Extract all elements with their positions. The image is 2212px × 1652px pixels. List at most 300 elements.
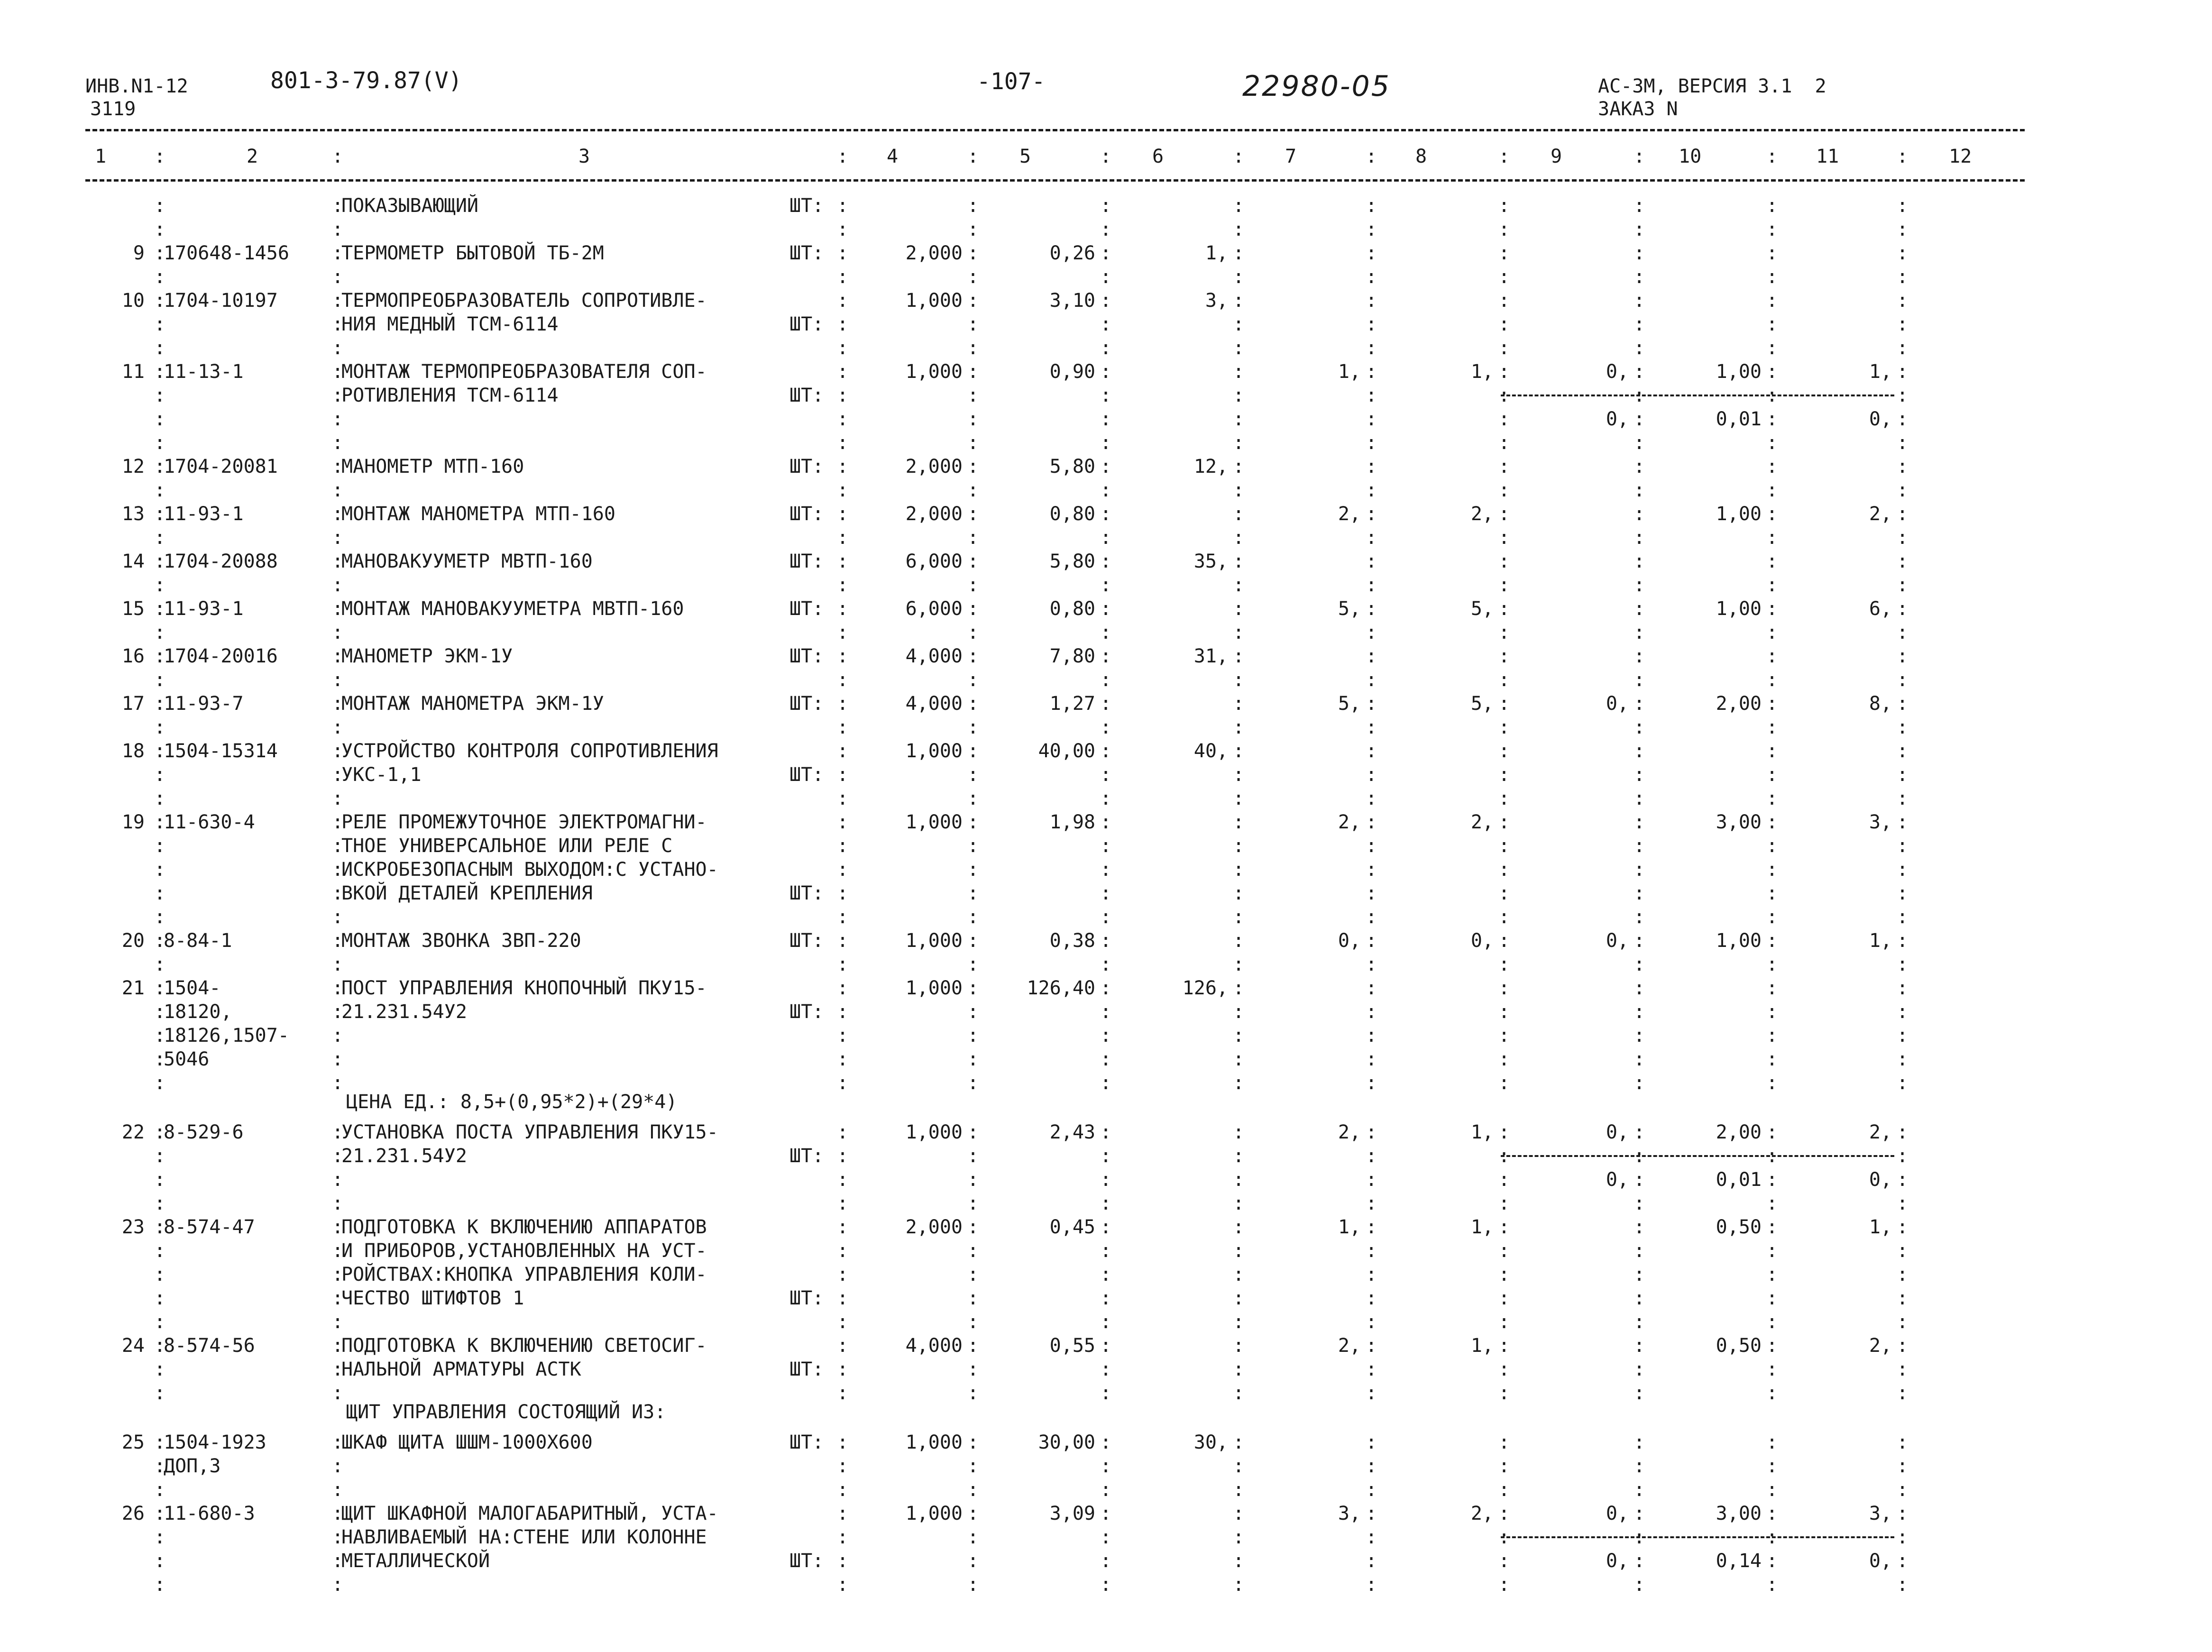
column-separator: : (1233, 1145, 1245, 1167)
inventory-number: ИНВ.N1-12 (85, 75, 188, 97)
column-separator: : (1233, 1526, 1245, 1548)
column-separator: : (1634, 1335, 1645, 1357)
sub-cell-c10: 0,01 (1716, 1169, 1762, 1191)
column-separator: : (332, 574, 344, 596)
column-separator: : (1366, 1001, 1377, 1023)
column-separator: : (1100, 645, 1112, 667)
row-number: 24 (121, 1335, 145, 1357)
resource-code: 8-574-47 (164, 1216, 255, 1238)
column-separator: : (1498, 551, 1510, 572)
column-separator: : (967, 1455, 979, 1477)
column-separator: : (1766, 622, 1778, 643)
column-separator: : (1766, 1287, 1778, 1309)
column-separator: : (1100, 456, 1112, 477)
cell-qty: 1,000 (905, 811, 963, 833)
column-separator: : (332, 1550, 344, 1572)
column-separator: : (154, 1550, 166, 1572)
cell-qty: 4,000 (905, 693, 963, 715)
column-separator: : (332, 313, 344, 335)
column-separator: : (1766, 693, 1778, 715)
cell-c10: 0,50 (1716, 1335, 1762, 1357)
column-separator: : (1897, 1001, 1909, 1023)
column-separator: : (1366, 1193, 1377, 1214)
column-separator: : (1498, 290, 1510, 312)
order-label: ЗАКАЗ N (1598, 98, 1678, 120)
column-separator: : (1100, 882, 1112, 904)
item-description: МОНТАЖ МАНОМЕТРА ЭКМ-1У (341, 693, 604, 715)
column-separator: : (1766, 859, 1778, 881)
column-separator: : (1233, 764, 1245, 786)
column-separator: : (332, 1264, 344, 1285)
column-separator: : (154, 740, 166, 762)
row-number: 21 (121, 977, 145, 999)
cell-c6: 30, (1193, 1432, 1228, 1453)
column-separator: : (154, 669, 166, 691)
column-separator: : (1897, 290, 1909, 312)
resource-code: 11-93-7 (164, 693, 244, 715)
column-separator: : (1233, 385, 1245, 406)
cell-c7: 3, (1338, 1503, 1361, 1524)
column-separator: : (154, 503, 166, 525)
cell-price: 3,09 (1049, 1503, 1095, 1524)
item-description: МАНОМЕТР МТП-160 (341, 456, 524, 477)
header-separator: : (1366, 146, 1377, 167)
resource-code: 1704-20081 (164, 456, 278, 477)
column-separator: : (1233, 622, 1245, 643)
column-separator: : (1897, 1479, 1909, 1501)
column-separator: : (1366, 669, 1377, 691)
column-separator: : (1233, 811, 1245, 833)
header-separator: : (154, 146, 166, 167)
column-separator: : (1634, 195, 1645, 217)
column-separator: : (332, 408, 344, 430)
column-separator: : (1100, 195, 1112, 217)
resource-code: 11-680-3 (164, 1503, 255, 1524)
column-separator: : (332, 527, 344, 549)
column-separator: : (1634, 1264, 1645, 1285)
column-separator: : (1498, 835, 1510, 857)
column-separator: : (837, 337, 849, 359)
item-description: ШКАФ ЩИТА ШШМ-1000Х600 (341, 1432, 593, 1453)
column-separator: : (1897, 1240, 1909, 1262)
column-separator: : (967, 882, 979, 904)
column-separator: : (967, 1311, 979, 1333)
column-separator: : (332, 1335, 344, 1357)
cell-qty: 1,000 (905, 930, 963, 952)
resource-code: ДОП,3 (164, 1455, 221, 1477)
column-separator: : (1498, 1503, 1510, 1524)
page-number: -107- (977, 68, 1046, 95)
column-separator: : (1766, 385, 1778, 406)
column-separator: : (1100, 1479, 1112, 1501)
column-separator: : (154, 242, 166, 264)
row-note: ЩИТ УПРАВЛЕНИЯ СОСТОЯЩИЙ ИЗ: (346, 1401, 666, 1423)
column-separator: : (154, 716, 166, 738)
cell-price: 0,26 (1049, 242, 1095, 264)
column-separator: : (1897, 1264, 1909, 1285)
column-separator: : (332, 1311, 344, 1333)
column-separator: : (1498, 1358, 1510, 1380)
column-separator: : (1634, 1432, 1645, 1453)
column-separator: : (1498, 1121, 1510, 1143)
cell-price: 30,00 (1038, 1432, 1095, 1453)
column-separator: : (837, 408, 849, 430)
column-separator: : (1233, 1072, 1245, 1094)
header-separator: : (1634, 146, 1645, 167)
item-description: УСТРОЙСТВО КОНТРОЛЯ СОПРОТИВЛЕНИЯ (341, 740, 718, 762)
column-separator: : (1766, 290, 1778, 312)
column-separator: : (837, 764, 849, 786)
column-separator: : (967, 1574, 979, 1596)
column-separator: : (967, 716, 979, 738)
column-separator: : (1366, 1048, 1377, 1070)
column-separator: : (1766, 882, 1778, 904)
column-separator: : (1100, 1121, 1112, 1143)
cell-c6: 12, (1193, 456, 1228, 477)
column-separator: : (967, 1382, 979, 1404)
column-separator: : (837, 622, 849, 643)
column-separator: : (1634, 219, 1645, 240)
column-separator: : (1634, 882, 1645, 904)
header-rule-top (85, 129, 2025, 131)
cell-c9: 0, (1606, 1121, 1629, 1143)
column-separator: : (837, 1121, 849, 1143)
column-separator: : (1233, 1193, 1245, 1214)
column-separator: : (1634, 479, 1645, 501)
column-separator: : (1766, 1503, 1778, 1524)
cell-qty: 1,000 (905, 1432, 963, 1453)
column-separator: : (1634, 859, 1645, 881)
column-separator: : (1498, 716, 1510, 738)
column-separator: : (1766, 811, 1778, 833)
project-code: 801-3-79.87(V) (270, 67, 462, 94)
column-separator: : (1897, 764, 1909, 786)
column-separator: : (1897, 1503, 1909, 1524)
column-separator: : (1100, 503, 1112, 525)
column-separator: : (1498, 1193, 1510, 1214)
column-separator: : (154, 1048, 166, 1070)
column-separator: : (1897, 669, 1909, 691)
column-separator: : (837, 906, 849, 928)
column-separator: : (1366, 1311, 1377, 1333)
column-separator: : (1233, 1311, 1245, 1333)
column-separator: : (154, 977, 166, 999)
cell-c11: 1, (1869, 930, 1892, 952)
column-separator: : (1897, 1216, 1909, 1238)
column-separator: : (967, 740, 979, 762)
column-separator: : (1498, 1264, 1510, 1285)
column-separator: : (1100, 977, 1112, 999)
column-separator: : (1634, 764, 1645, 786)
column-header-9: 9 (1551, 146, 1562, 167)
column-separator: : (967, 219, 979, 240)
cell-c7: 2, (1338, 503, 1361, 525)
column-separator: : (1897, 788, 1909, 809)
column-separator: : (1233, 361, 1245, 383)
column-separator: : (837, 432, 849, 454)
column-separator: : (1498, 408, 1510, 430)
column-separator: : (154, 1240, 166, 1262)
column-separator: : (1233, 1382, 1245, 1404)
column-separator: : (1634, 716, 1645, 738)
column-separator: : (332, 551, 344, 572)
column-separator: : (154, 1025, 166, 1046)
column-separator: : (1366, 337, 1377, 359)
column-separator: : (1766, 408, 1778, 430)
row-number: 14 (121, 551, 145, 572)
header-separator: : (332, 146, 344, 167)
column-separator: : (1498, 195, 1510, 217)
column-separator: : (1634, 835, 1645, 857)
cell-qty: 1,000 (905, 361, 963, 383)
column-separator: : (967, 669, 979, 691)
column-separator: : (1100, 1550, 1112, 1572)
cell-price: 0,38 (1049, 930, 1095, 952)
column-separator: : (1634, 669, 1645, 691)
column-separator: : (1897, 954, 1909, 975)
column-separator: : (1634, 456, 1645, 477)
column-header-11: 11 (1816, 146, 1839, 167)
column-separator: : (1100, 1072, 1112, 1094)
column-separator: : (1233, 574, 1245, 596)
column-separator: : (1498, 740, 1510, 762)
cell-qty: 2,000 (905, 1216, 963, 1238)
column-separator: : (332, 645, 344, 667)
column-separator: : (154, 1121, 166, 1143)
column-separator: : (1498, 811, 1510, 833)
column-separator: : (1366, 906, 1377, 928)
resource-code: 1504-15314 (164, 740, 278, 762)
item-description: НИЯ МЕДНЫЙ ТСМ-6114 (341, 313, 559, 335)
column-separator: : (1634, 527, 1645, 549)
column-separator: : (837, 1025, 849, 1046)
column-separator: : (1498, 1455, 1510, 1477)
column-separator: : (1634, 574, 1645, 596)
cell-c8: 2, (1470, 1503, 1494, 1524)
column-separator: : (1233, 1358, 1245, 1380)
column-separator: : (1100, 693, 1112, 715)
column-separator: : (837, 242, 849, 264)
column-separator: : (1233, 242, 1245, 264)
cell-price: 126,40 (1027, 977, 1095, 999)
cell-c6: 1, (1205, 242, 1228, 264)
item-description: УКС-1,1 (341, 764, 422, 786)
column-separator: : (967, 1358, 979, 1380)
column-separator: : (1498, 1240, 1510, 1262)
cell-c11: 3, (1869, 1503, 1892, 1524)
column-separator: : (1366, 859, 1377, 881)
column-separator: : (154, 954, 166, 975)
column-separator: : (1100, 527, 1112, 549)
column-separator: : (967, 1121, 979, 1143)
cell-c10: 1,00 (1716, 361, 1762, 383)
column-separator: : (1897, 1574, 1909, 1596)
cell-qty: 1,000 (905, 290, 963, 312)
column-separator: : (967, 242, 979, 264)
column-separator: : (1233, 1048, 1245, 1070)
column-separator: : (332, 219, 344, 240)
column-separator: : (1897, 1358, 1909, 1380)
column-separator: : (967, 1550, 979, 1572)
column-separator: : (1897, 361, 1909, 383)
column-separator: : (154, 337, 166, 359)
column-separator: : (967, 337, 979, 359)
column-separator: : (837, 1335, 849, 1357)
column-separator: : (1634, 1479, 1645, 1501)
column-separator: : (1897, 1169, 1909, 1191)
column-separator: : (154, 835, 166, 857)
unit-label: ШТ: (789, 503, 824, 525)
column-separator: : (967, 811, 979, 833)
cell-c10: 1,00 (1716, 930, 1762, 952)
item-description: УСТАНОВКА ПОСТА УПРАВЛЕНИЯ ПКУ15- (341, 1121, 718, 1143)
sub-cell-c11: 0, (1869, 408, 1892, 430)
cell-price: 0,55 (1049, 1335, 1095, 1357)
column-separator: : (837, 1193, 849, 1214)
unit-label: ШТ: (789, 930, 824, 952)
column-separator: : (332, 1455, 344, 1477)
column-separator: : (154, 906, 166, 928)
column-separator: : (1498, 906, 1510, 928)
header-separator: : (1766, 146, 1778, 167)
column-separator: : (1897, 266, 1909, 288)
column-separator: : (967, 788, 979, 809)
column-separator: : (967, 977, 979, 999)
column-separator: : (1634, 408, 1645, 430)
column-separator: : (1634, 906, 1645, 928)
column-separator: : (1766, 835, 1778, 857)
column-separator: : (967, 1432, 979, 1453)
cell-c11: 1, (1869, 1216, 1892, 1238)
column-separator: : (1766, 551, 1778, 572)
column-separator: : (1366, 1382, 1377, 1404)
row-number: 15 (121, 598, 145, 620)
column-separator: : (1498, 954, 1510, 975)
column-separator: : (1233, 1479, 1245, 1501)
column-separator: : (1897, 219, 1909, 240)
column-separator: : (837, 1382, 849, 1404)
unit-label: ШТ: (789, 195, 824, 217)
cell-price: 7,80 (1049, 645, 1095, 667)
column-separator: : (1766, 1001, 1778, 1023)
sub-row-divider (1501, 395, 1894, 396)
cell-c6: 126, (1182, 977, 1228, 999)
column-separator: : (332, 1479, 344, 1501)
column-separator: : (837, 219, 849, 240)
cell-qty: 4,000 (905, 645, 963, 667)
column-separator: : (1766, 456, 1778, 477)
column-separator: : (154, 1358, 166, 1380)
column-separator: : (1233, 1503, 1245, 1524)
column-separator: : (1498, 503, 1510, 525)
column-separator: : (1366, 1432, 1377, 1453)
column-separator: : (332, 361, 344, 383)
column-separator: : (1766, 1455, 1778, 1477)
cell-c6: 3, (1205, 290, 1228, 312)
column-separator: : (1100, 1264, 1112, 1285)
column-separator: : (1100, 835, 1112, 857)
column-separator: : (332, 1121, 344, 1143)
column-separator: : (1634, 1311, 1645, 1333)
column-separator: : (1366, 1358, 1377, 1380)
column-separator: : (154, 882, 166, 904)
column-header-10: 10 (1679, 146, 1702, 167)
cell-qty: 1,000 (905, 1503, 963, 1524)
column-separator: : (1766, 1121, 1778, 1143)
column-separator: : (332, 1503, 344, 1524)
handwritten-number: 22980-05 (1242, 70, 1391, 103)
column-separator: : (1766, 788, 1778, 809)
column-separator: : (837, 716, 849, 738)
cell-c7: 1, (1338, 1216, 1361, 1238)
column-separator: : (1897, 716, 1909, 738)
column-separator: : (837, 859, 849, 881)
column-separator: : (967, 1048, 979, 1070)
column-separator: : (1766, 930, 1778, 952)
cell-c10: 1,00 (1716, 503, 1762, 525)
item-description: И ПРИБОРОВ,УСТАНОВЛЕННЫХ НА УСТ- (341, 1240, 707, 1262)
column-separator: : (1498, 1145, 1510, 1167)
column-separator: : (1498, 266, 1510, 288)
column-separator: : (1366, 1526, 1377, 1548)
column-separator: : (1233, 1025, 1245, 1046)
column-separator: : (1766, 432, 1778, 454)
column-separator: : (154, 479, 166, 501)
column-separator: : (1366, 408, 1377, 430)
column-separator: : (1100, 598, 1112, 620)
column-separator: : (1366, 716, 1377, 738)
cell-c8: 5, (1470, 693, 1494, 715)
column-separator: : (1233, 503, 1245, 525)
column-separator: : (1366, 1216, 1377, 1238)
column-separator: : (1634, 551, 1645, 572)
item-description: 21.231.54У2 (341, 1145, 467, 1167)
column-separator: : (1766, 219, 1778, 240)
column-separator: : (1233, 408, 1245, 430)
resource-code: 1504-1923 (164, 1432, 266, 1453)
unit-label: ШТ: (789, 1287, 824, 1309)
column-separator: : (1233, 693, 1245, 715)
column-separator: : (1366, 1121, 1377, 1143)
column-separator: : (1233, 835, 1245, 857)
column-separator: : (1897, 811, 1909, 833)
resource-code: 11-93-1 (164, 598, 244, 620)
column-separator: : (1366, 1072, 1377, 1094)
cell-c8: 1, (1470, 361, 1494, 383)
column-separator: : (1897, 408, 1909, 430)
column-separator: : (154, 1432, 166, 1453)
column-separator: : (1100, 242, 1112, 264)
column-separator: : (1766, 1072, 1778, 1094)
column-separator: : (1634, 1550, 1645, 1572)
column-separator: : (1897, 1432, 1909, 1453)
column-separator: : (1766, 1574, 1778, 1596)
column-separator: : (1233, 290, 1245, 312)
column-separator: : (1366, 503, 1377, 525)
column-separator: : (1233, 1001, 1245, 1023)
unit-label: ШТ: (789, 764, 824, 786)
resource-code: 11-93-1 (164, 503, 244, 525)
column-header-4: 4 (887, 146, 899, 167)
column-separator: : (1897, 835, 1909, 857)
column-separator: : (332, 337, 344, 359)
column-separator: : (332, 906, 344, 928)
column-separator: : (332, 1145, 344, 1167)
column-separator: : (1766, 716, 1778, 738)
column-separator: : (967, 764, 979, 786)
column-separator: : (332, 479, 344, 501)
column-separator: : (1498, 1382, 1510, 1404)
